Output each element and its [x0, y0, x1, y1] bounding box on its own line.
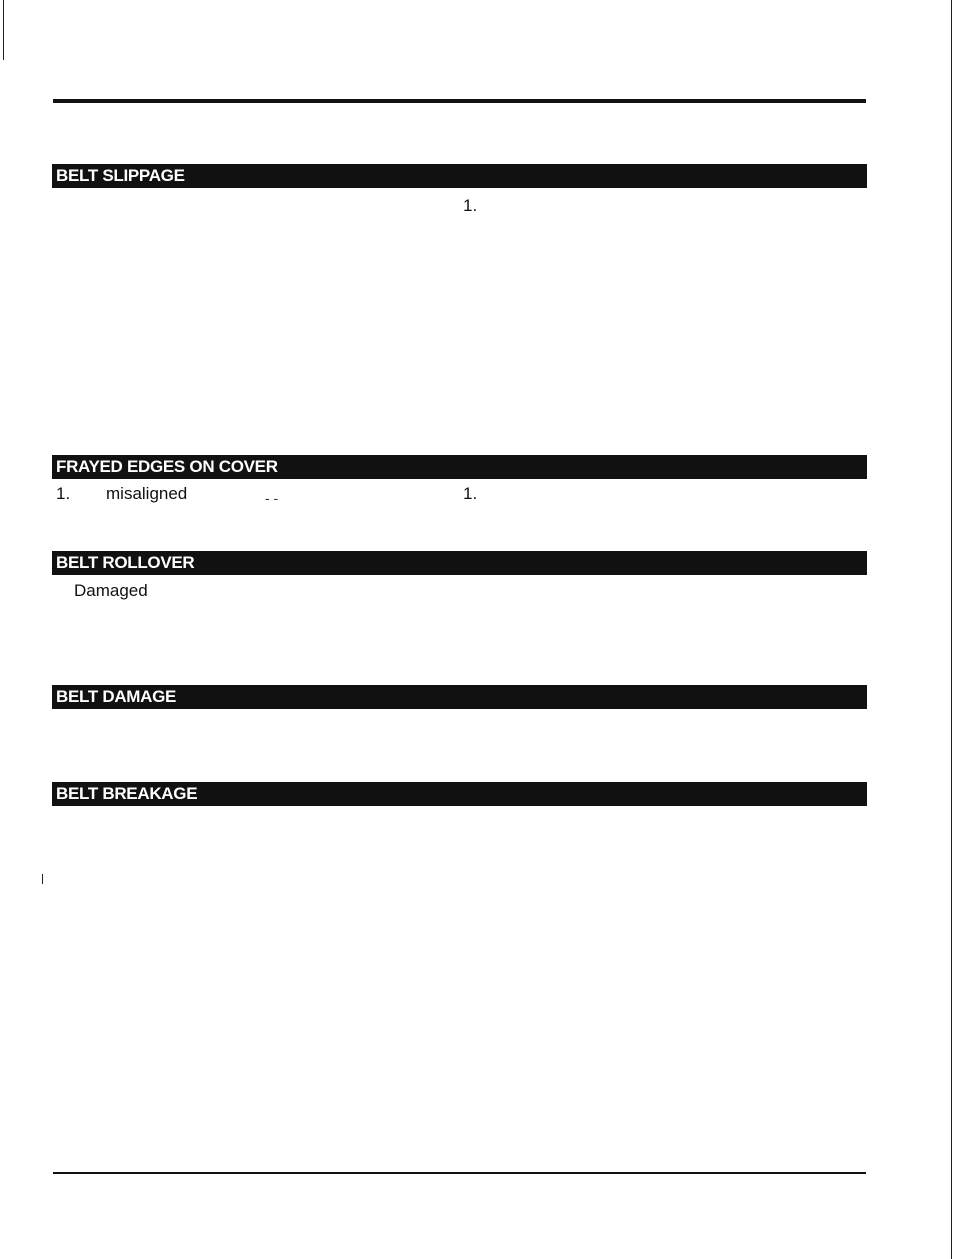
scan-edge-right: [951, 0, 952, 1259]
section-title: BELT ROLLOVER: [56, 553, 195, 572]
section-header-belt-damage: [52, 685, 867, 709]
cause-text: misaligned: [106, 484, 188, 503]
section-header-belt-breakage: [52, 782, 867, 806]
scan-mark-left: [42, 874, 43, 884]
section-title: BELT BREAKAGE: [56, 784, 198, 803]
cause-number: 1.: [56, 484, 71, 503]
solution-number: 1.: [463, 484, 478, 503]
cause-text: Damaged: [74, 581, 148, 600]
section-title: BELT SLIPPAGE: [56, 166, 185, 185]
section-title: BELT DAMAGE: [56, 687, 177, 706]
section-header-frayed-edges: [52, 455, 867, 479]
bottom-rule: [53, 1172, 866, 1174]
section-header-belt-rollover: [52, 551, 867, 575]
section-title: FRAYED EDGES ON COVER: [56, 457, 278, 476]
top-rule: [53, 99, 866, 103]
solution-number: 1.: [463, 196, 478, 215]
cause-mark: - -: [265, 490, 279, 506]
section-header-belt-slippage: [52, 164, 867, 188]
scan-edge-left: [3, 0, 4, 60]
